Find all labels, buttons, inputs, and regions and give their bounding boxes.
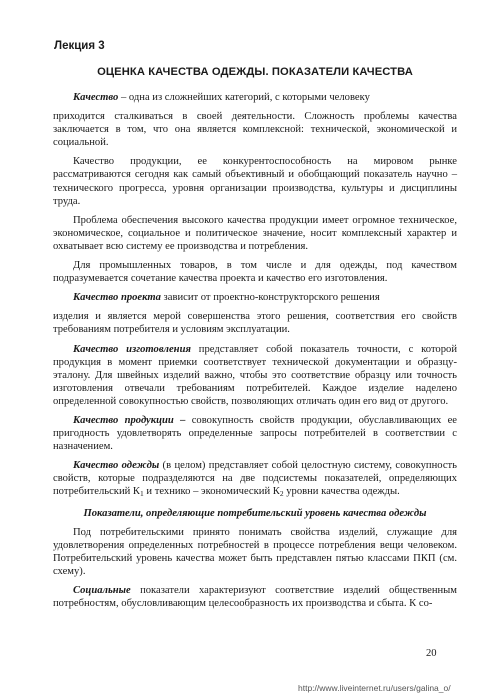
section-subheading: Показатели, определяющие потребительский уровень качества одежды: [83, 507, 427, 519]
term-product-quality: Качество продукции –: [73, 414, 186, 426]
paragraph-text: уровни качества одежды.: [283, 486, 400, 498]
subscript-k1: 1: [140, 489, 144, 499]
paragraph-industrial-goods: Для промышленных товаров, в том числе и для одежды, под качеством подразумевается сочетание качества проекта и качество его изготовления.: [53, 260, 457, 285]
paragraph-text: и технико – экономический К: [143, 486, 280, 498]
paragraph-project-quality-cont: изделия и является мерой совершенства этого решения, соответствия его свойств требованиям потребителя и условиям эксплуатации.: [53, 311, 457, 336]
paragraph-text: совокупность свойств продукции, обуславливающих ее пригодность удовлетворять определенные запросы потребителей в соответствии с назначением.: [53, 414, 457, 453]
paragraph-competitiveness: Качество продукции, ее конкурентоспособность на мировом рынке рассматриваются сегодня как самый объективный и обобщающий показатель научно – технического прогресса, уровня организации производства, культуры и дисциплины труда.: [53, 156, 457, 207]
paragraph-problem: Проблема обеспечения высокого качества продукции имеет огромное техническое, экономическое, социальное и политическое значение, носит комплексный характер и охватывает всю систему ее производства и потребления.: [53, 214, 457, 252]
paragraph-text: представляет собой показатель точности, с которой продукция в момент приемки соответствует технической документации и образцу-эталону. Для швейных изделий важно, чтобы это соответствие образцу или точность изготовления отвечали требованиям потребителей. Каждое изделие наделено определенной совокупностью свойств, позволяющих отличать один его вид от другого.: [53, 343, 457, 407]
paragraph-text: показатели характеризуют соответствие изделий общественным потребностям, обусловливающим целесообразность их производства и сбыта. К со-: [53, 585, 457, 610]
term-clothing-quality: Качество одежды: [73, 460, 160, 472]
paragraph-project-quality: [53, 291, 457, 304]
lecture-number: Лекция 3: [54, 40, 105, 52]
term-quality: Качество: [73, 92, 119, 103]
paragraph-manufacturing-quality: [53, 343, 457, 408]
document-page: [53, 40, 457, 616]
paragraph-consumer-properties: Под потребительскими принято понимать свойства изделий, служащие для удовлетворения определенных потребностей в процессе потребления вещи человеком. Потребительский уровень качества может быть представлен пятью классами ПКП (см. схему).: [53, 526, 457, 577]
paragraph-text: зависит от проектно-конструкторского решения: [160, 292, 380, 304]
page-title: ОЦЕНКА КАЧЕСТВА ОДЕЖДЫ. ПОКАЗАТЕЛИ КАЧЕСТВА: [97, 66, 413, 78]
paragraph-text: (в целом) представляет собой целостную систему, совокупность свойств, которые подразделяются на две подсистемы показателей, определяющих потребительский К: [53, 460, 457, 498]
page-number: 20: [426, 648, 437, 659]
paragraph-product-quality: [53, 414, 457, 453]
paragraph-quality-definition: [53, 91, 457, 104]
term-project-quality: Качество проекта: [73, 292, 161, 304]
watermark-url: http://www.liveinternet.ru/users/galina_o/: [298, 683, 451, 693]
paragraph-quality-complexity: приходится сталкиваться в своей деятельности. Сложность проблемы качества заключается в том, что она является комплексной: технической, экономической и социальной.: [53, 111, 457, 149]
term-manufacturing-quality: Качество изготовления: [73, 343, 191, 355]
subscript-k2: 2: [279, 489, 284, 499]
paragraph-text: – одна из сложнейших категорий, с которыми человеку: [118, 92, 370, 103]
term-social: Социальные: [73, 585, 131, 596]
paragraph-social-indicators: [53, 584, 457, 610]
paragraph-clothing-quality: [53, 459, 457, 500]
